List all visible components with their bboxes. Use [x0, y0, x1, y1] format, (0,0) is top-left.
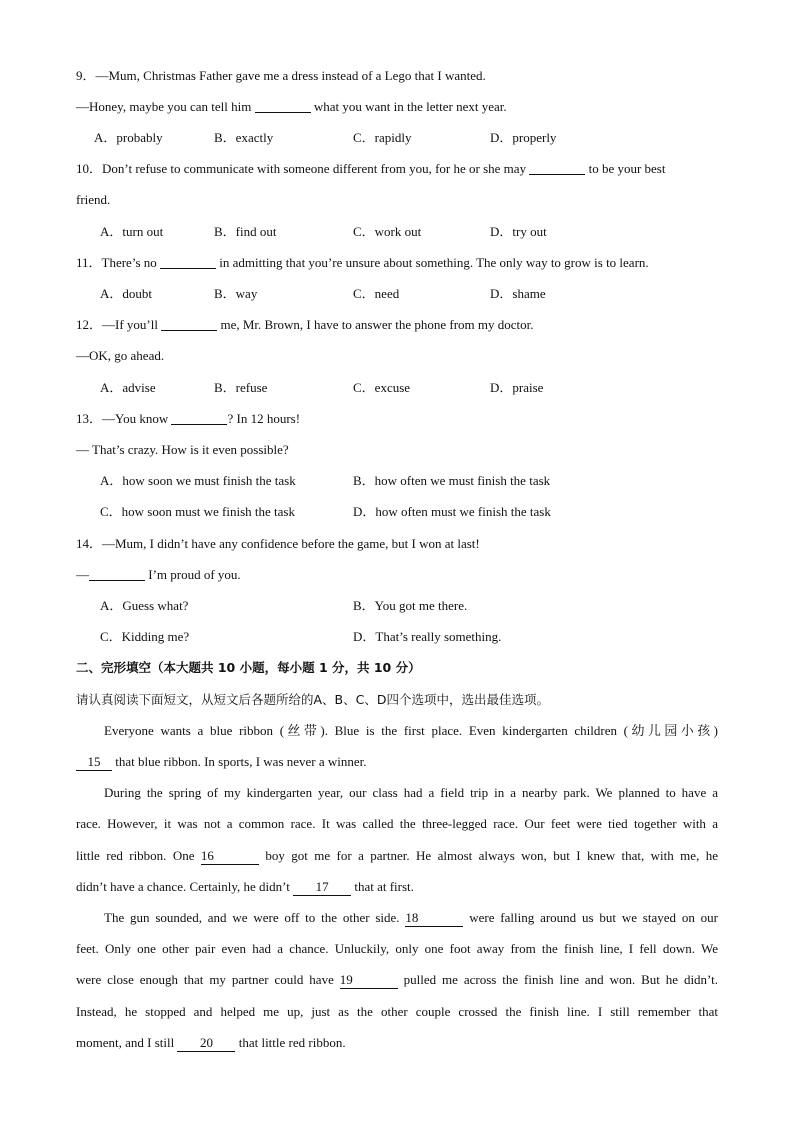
answer-blank	[255, 98, 311, 113]
q12-stem: 12．—If you’ll me, Mr. Brown, I have to answer the phone from my doctor.	[76, 317, 534, 332]
option-d: D．properly	[490, 130, 557, 145]
option-d: D．try out	[490, 224, 547, 239]
option-c: C．rapidly	[353, 130, 412, 145]
q10-options	[0, 222, 794, 242]
option-b: B．how often we must finish the task	[353, 473, 551, 488]
option-a: A．doubt	[100, 286, 153, 301]
q14-options-row1	[0, 596, 794, 616]
option-d: D．shame	[490, 286, 546, 301]
answer-blank	[160, 254, 216, 269]
q9-line2: —Honey, maybe you can tell him what you want in the letter next year.	[76, 99, 507, 114]
blank-18: 18	[405, 910, 463, 927]
blank-19: 19	[340, 972, 398, 989]
option-a: A．Guess what?	[100, 598, 189, 613]
answer-blank	[171, 410, 227, 425]
q11-options	[0, 284, 794, 304]
passage-p2-line2: race. However, it was not a common race. It was called the three-legged race. Our feet were tied together with a	[76, 816, 718, 831]
q13-options-row2	[0, 502, 794, 522]
option-b: B．find out	[214, 224, 277, 239]
option-b: B．refuse	[214, 380, 268, 395]
q12-options	[0, 378, 794, 398]
blank-20: 20	[177, 1035, 235, 1052]
section-heading: 二、完形填空（本大题共 10 小题，每小题 1 分，共 10 分）	[76, 660, 421, 675]
option-a: A．how soon we must finish the task	[100, 473, 296, 488]
answer-blank	[529, 160, 585, 175]
option-d: D．how often must we finish the task	[353, 504, 551, 519]
passage-p2-line3: little red ribbon. One 16 boy got me for a partner. He almost always won, but I knew that, with me, he	[76, 848, 718, 863]
option-c: C．need	[353, 286, 400, 301]
blank-15: 15	[76, 754, 112, 771]
option-b: B．way	[214, 286, 258, 301]
passage-p2-line1: During the spring of my kindergarten year, our class had a field trip in a nearby park. We planned to have a	[104, 785, 718, 800]
passage-p2-line4: didn’t have a chance. Certainly, he didn’t 17 that at first.	[76, 879, 414, 894]
q14-reply: — I’m proud of you.	[76, 567, 241, 582]
q13-options-row1	[0, 471, 794, 491]
passage-p1-line2: 15 that blue ribbon. In sports, I was never a winner.	[76, 752, 718, 772]
answer-blank	[89, 566, 145, 581]
blank-17: 17	[293, 879, 351, 896]
passage-p3-line3: were close enough that my partner could have 19 pulled me across the finish line and won. But he didn’t.	[76, 972, 719, 987]
passage-p3-line5: moment, and I still 20 that little red ribbon.	[76, 1035, 346, 1050]
q10-stem: 10．Don’t refuse to communicate with someone different from you, for he or she may to be your best	[76, 161, 666, 176]
section-instruction: 请认真阅读下面短文，从短文后各题所给的A、B、C、D四个选项中，选出最佳选项。	[76, 692, 549, 707]
blank-16: 16	[201, 848, 259, 865]
option-c: C．work out	[353, 224, 422, 239]
option-b: B．exactly	[214, 130, 274, 145]
passage-p3-line2: feet. Only one other pair even had a chance. Unluckily, only one foot away from the finish line, I fell down. We	[76, 941, 718, 956]
q14-stem: 14．—Mum, I didn’t have any confidence before the game, but I won at last!	[76, 536, 480, 551]
q9-stem: 9．—Mum, Christmas Father gave me a dress instead of a Lego that I wanted.	[76, 68, 486, 83]
answer-blank	[161, 316, 217, 331]
q9-options	[0, 128, 794, 148]
option-a: A．advise	[100, 380, 156, 395]
option-c: C．how soon must we finish the task	[100, 504, 295, 519]
option-c: C．excuse	[353, 380, 411, 395]
q13-reply: — That’s crazy. How is it even possible?	[76, 442, 289, 457]
passage-p3-line1: The gun sounded, and we were off to the other side. 18 were falling around us but we stayed on our	[104, 910, 718, 925]
option-a: A．probably	[94, 130, 163, 145]
passage-p3-line4: Instead, he stopped and helped me up, just as the other couple crossed the finish line. I still remember that	[76, 1004, 718, 1019]
option-b: B．You got me there.	[353, 598, 468, 613]
passage-p1-line1: Everyone wants a blue ribbon (丝带). Blue is the first place. Even kindergarten children (幼儿园小孩)	[104, 723, 718, 738]
option-d: D．praise	[490, 380, 544, 395]
option-c: C．Kidding me?	[100, 629, 190, 644]
q10-stem-cont: friend.	[76, 192, 111, 207]
option-d: D．That’s really something.	[353, 629, 502, 644]
option-a: A．turn out	[100, 224, 164, 239]
q12-reply: —OK, go ahead.	[76, 348, 165, 363]
q14-options-row2	[0, 627, 794, 647]
q13-stem: 13．—You know ? In 12 hours!	[76, 411, 301, 426]
q11-stem: 11．There’s no in admitting that you’re unsure about something. The only way to grow is to learn.	[76, 255, 649, 270]
